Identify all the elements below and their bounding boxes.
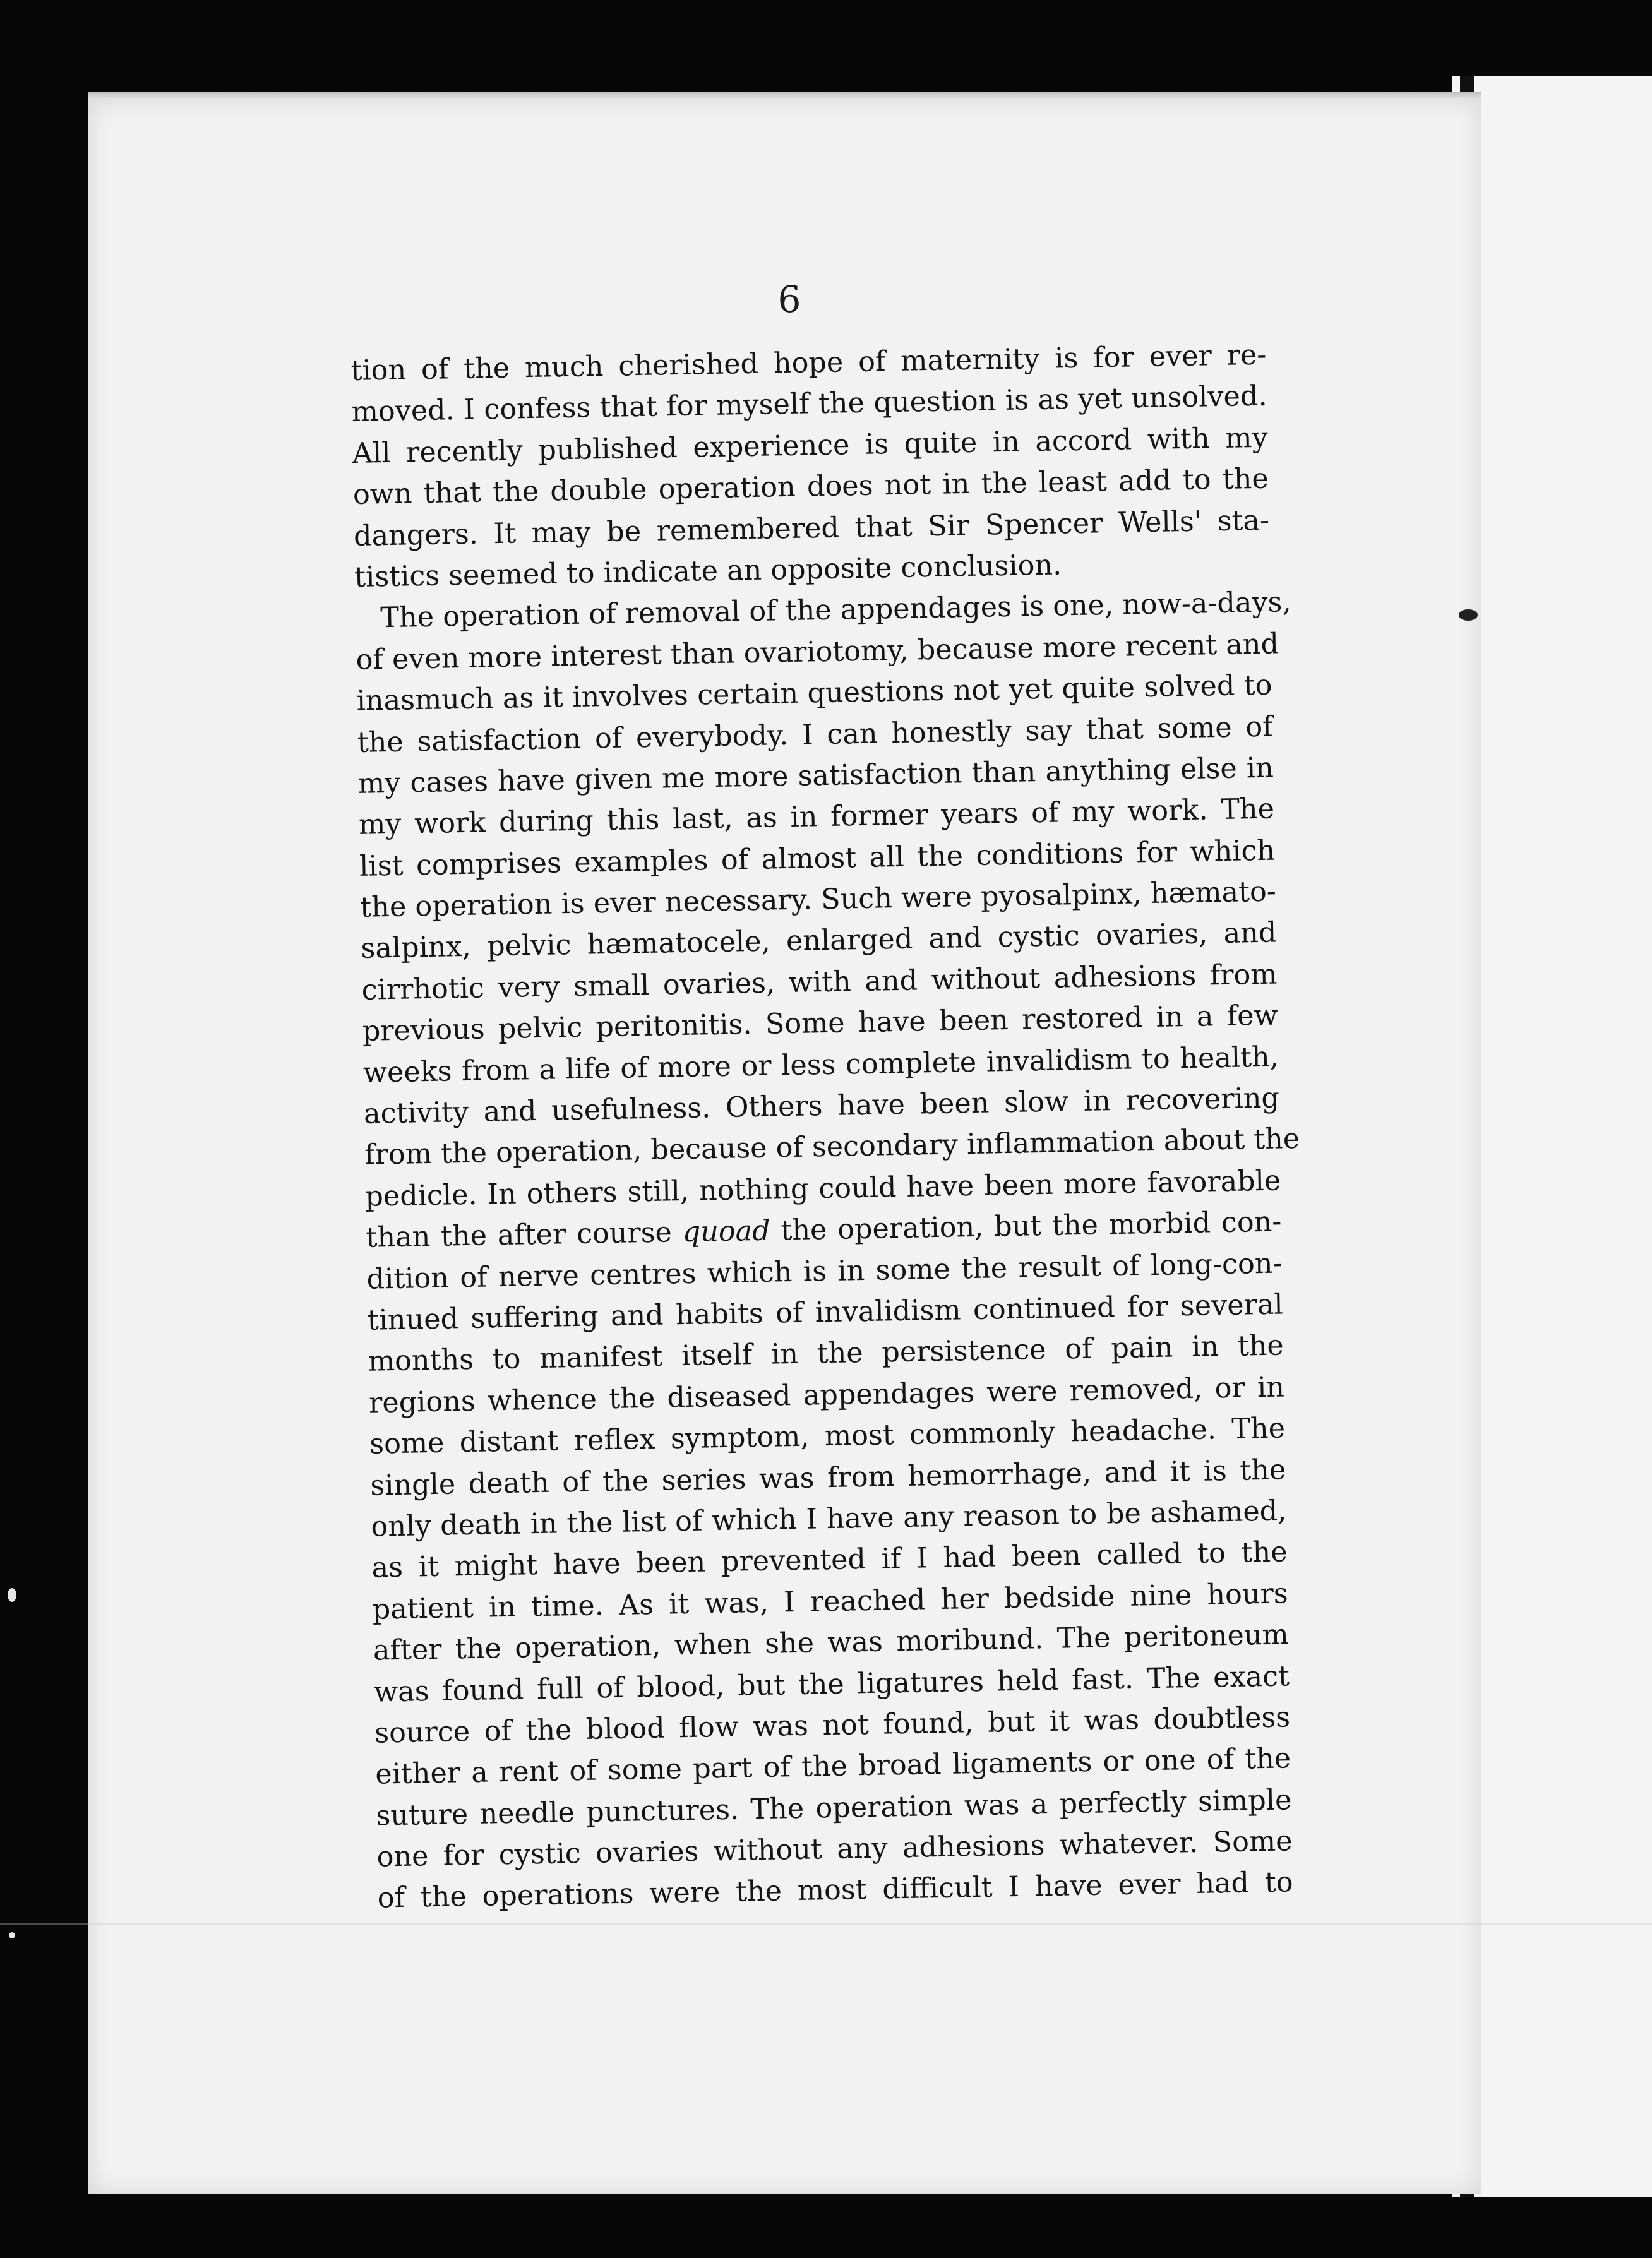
text-line: from the operation, because of secondary inflammation about the <box>364 1123 1300 1172</box>
text-line: The operation of removal of the appendages is one, now-a-days, <box>380 586 1291 635</box>
text-line: dangers. It may be remembered that Sir Spencer Wells' sta- <box>353 504 1270 553</box>
text-line: tistics seemed to indicate an opposite conclusion. <box>354 549 1062 594</box>
text-line: months to manifest itself in the persistence of pain in the <box>368 1329 1284 1378</box>
body-text <box>350 335 1300 1920</box>
text-line: moved. I confess that for myself the question is as yet unsolved. <box>351 380 1267 429</box>
text-line: some distant reflex symptom, most commonly headache. The <box>369 1412 1286 1461</box>
text-fragment: the operation, but the morbid con- <box>781 1205 1282 1247</box>
text-line: single death of the series was from hemorrhage, and it is the <box>369 1453 1286 1502</box>
text-line: tinued suffering and habits of invalidism continued for several <box>367 1288 1284 1337</box>
text-line: regions whence the diseased appendages were removed, or in <box>368 1371 1285 1419</box>
text-line: my cases have given me more satisfaction than anything else in <box>357 751 1274 800</box>
text-line: the operation is ever necessary. Such were pyosalpinx, hæmato- <box>359 875 1277 924</box>
text-line: after the operation, when she was moribund. The peritoneum <box>373 1618 1290 1667</box>
scan-artifact-line <box>0 1923 1652 1925</box>
text-line: tion of the much cherished hope of maternity is for ever re- <box>350 338 1267 387</box>
text-line: only death in the list of which I have any reason to be ashamed, <box>371 1495 1287 1543</box>
text-line: the satisfaction of everybody. I can honestly say that some of <box>357 710 1274 759</box>
text-line: All recently published experience is quite in accord with my <box>352 421 1269 470</box>
text-line: inasmuch as it involves certain questions not yet quite solved to <box>356 669 1272 718</box>
text-line: either a rent of some part of the broad ligaments or one of the <box>374 1742 1291 1791</box>
text-line: previous pelvic peritonitis. Some have been restored in a few <box>362 999 1279 1048</box>
text-line: patient in time. As it was, I reached her bedside nine hours <box>372 1577 1289 1626</box>
italic-term: quoad <box>682 1214 771 1249</box>
text-line: as it might have been prevented if I had been called to the <box>371 1536 1288 1585</box>
text-line: list comprises examples of almost all the conditions for which <box>359 834 1276 883</box>
text-line: pedicle. In others still, nothing could have been more favorable <box>364 1164 1281 1213</box>
scan-speck <box>9 1932 15 1938</box>
text-fragment: than the after course <box>366 1216 673 1254</box>
text-line: source of the blood flow was not found, but it was doubtless <box>374 1701 1291 1750</box>
facing-page-edge <box>1452 76 1652 2197</box>
text-line: activity and usefulness. Others have been slow in recovering <box>363 1082 1280 1130</box>
text-line: was found full of blood, but the ligatures held fast. The exact <box>373 1659 1290 1709</box>
text-line: dition of nerve centres which is in some the result of long-con- <box>366 1247 1283 1296</box>
text-line: cirrhotic very small ovaries, with and without adhesions from <box>361 958 1278 1007</box>
text-line: my work during this last, as in former years of my work. The <box>358 792 1275 842</box>
text-line: of even more interest than ovariotomy, because more recent and <box>356 628 1279 676</box>
text-line: salpinx, pelvic hæmatocele, enlarged and cystic ovaries, and <box>361 917 1277 965</box>
page-number: 6 <box>777 278 801 321</box>
scan-speck <box>8 1588 16 1602</box>
text-line: of the operations were the most difficult I have ever had to <box>377 1866 1294 1915</box>
text-line: weeks from a life of more or less complete invalidism to health, <box>362 1041 1279 1089</box>
text-line: own that the double operation does not in the least add to the <box>352 462 1269 511</box>
text-line: one for cystic ovaries without any adhesions whatever. Some <box>376 1825 1293 1873</box>
scan-speck <box>1459 609 1478 621</box>
text-line: suture needle punctures. The operation was a perfectly simple <box>376 1784 1292 1832</box>
